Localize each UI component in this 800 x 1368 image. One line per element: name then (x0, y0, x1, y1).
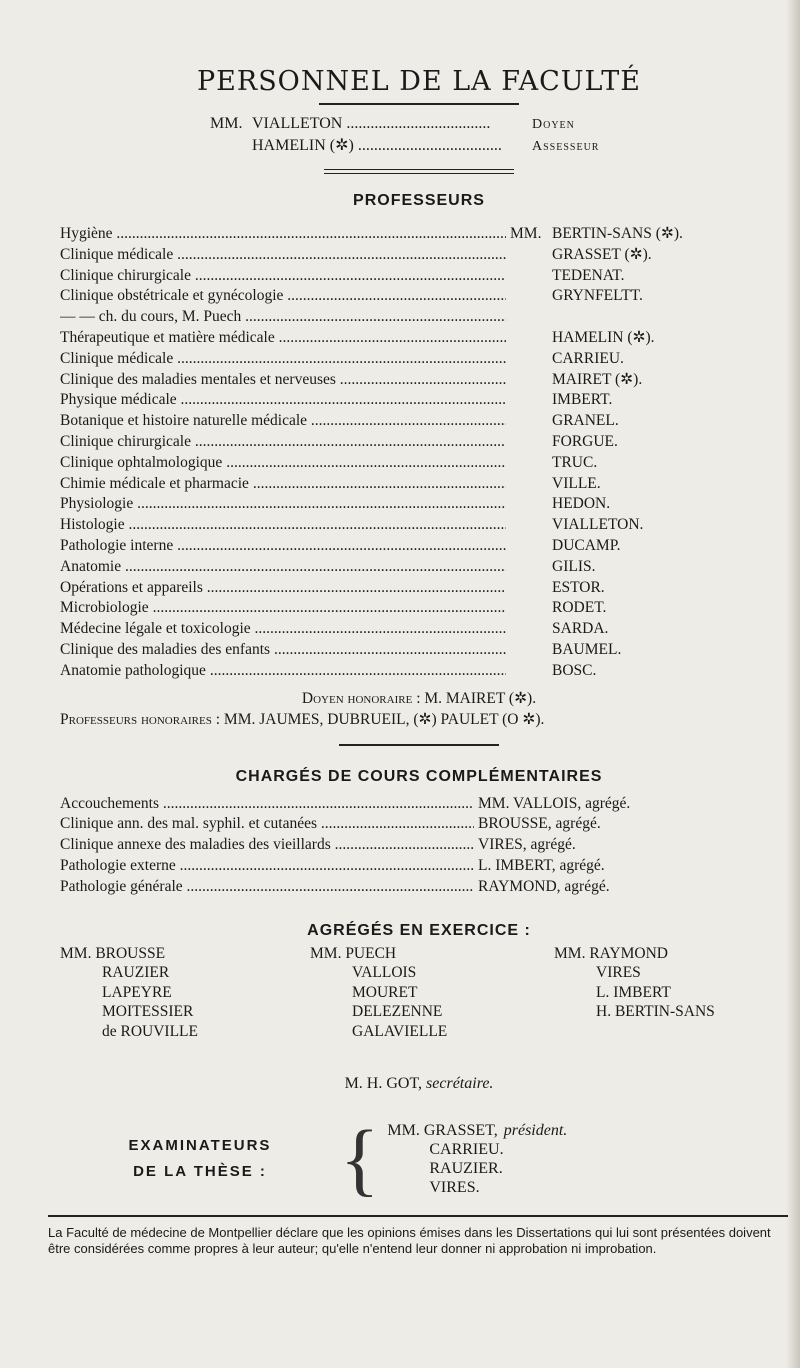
subject-label: Clinique des maladies des enfants ..... (60, 640, 506, 661)
lecturer-name: RAYMOND, agrégé. (478, 877, 610, 895)
brace-icon: { (340, 1113, 380, 1205)
professor-name-value: DUCAMP. (552, 536, 621, 554)
examiner-row (387, 1121, 567, 1140)
examiner-name: VIRES. (429, 1179, 480, 1197)
honorary-dean-line (60, 688, 778, 709)
name-prefix: MM. (510, 225, 542, 242)
subject-label: Clinique ann. des mal. syphil. et cutanées ..... (60, 814, 474, 835)
professor-name-value: SARDA. (552, 620, 609, 638)
honorary-profs-line (60, 709, 778, 730)
agrege-name: RAUZIER (102, 964, 170, 982)
subject-label: Microbiologie ..... (60, 598, 506, 619)
professor-name-value: HAMELIN (✲). (552, 328, 655, 346)
officer-role: Doyen (532, 117, 575, 132)
professor-name (506, 224, 778, 245)
lecturer-name: VIRES, agrégé. (478, 836, 576, 854)
charge-row (60, 814, 778, 835)
professor-name-value: GRYNFELTT. (552, 287, 643, 305)
agrege-name: H. BERTIN-SANS (596, 1003, 715, 1021)
subject-label: Médecine légale et toxicologie ..... (60, 619, 506, 640)
professor-row (60, 370, 778, 391)
professor-name-value: VILLE. (552, 474, 601, 492)
subject-label: Opérations et appareils ..... (60, 578, 506, 599)
subject-label: — — ch. du cours, M. Puech ..... (60, 307, 506, 328)
professor-row (60, 640, 778, 661)
subject-label: Hygiène ..... (60, 224, 506, 245)
subject-label: Physiologie ..... (60, 494, 506, 515)
lecturer-name: L. IMBERT, agrégé. (478, 856, 605, 874)
professor-row (60, 515, 778, 536)
charges-heading: CHARGÉS DE COURS COMPLÉMENTAIRES (235, 767, 603, 785)
agreges-column (554, 944, 778, 1042)
examiners-block (60, 1113, 778, 1205)
professor-name (506, 432, 778, 453)
examiner-row (387, 1140, 567, 1159)
page-edge-shadow (786, 0, 800, 1368)
officer-prefix: MM. (210, 115, 243, 132)
examiner-name: CARRIEU. (429, 1141, 504, 1159)
professor-row (60, 453, 778, 474)
honorary-dean-name: : M. MAIRET (✲). (416, 689, 537, 707)
professor-row (60, 224, 778, 245)
professor-name (506, 328, 778, 349)
professor-name (506, 286, 778, 307)
secretary-role: secrétaire. (426, 1075, 494, 1093)
professor-name-value: TRUC. (552, 453, 598, 471)
agrege-name: MM. RAYMOND (554, 944, 668, 962)
professor-row (60, 619, 778, 640)
professor-row (60, 557, 778, 578)
agrege-name: LAPEYRE (102, 983, 172, 1001)
professor-name-value: GRANEL. (552, 412, 619, 430)
professor-name (506, 474, 778, 495)
professor-row (60, 432, 778, 453)
agrege-name: MM. PUECH (310, 944, 397, 962)
honorary-profs-names: : MM. JAUMES, DUBRUEIL, (✲) PAULET (O ✲). (215, 710, 545, 728)
subject-label: Anatomie pathologique ..... (60, 661, 506, 682)
subject-label: Accouchements ..... (60, 794, 474, 815)
professor-name (506, 411, 778, 432)
professor-name-value: IMBERT. (552, 391, 613, 409)
subject-label: Clinique médicale ..... (60, 245, 506, 266)
lecturer-name: BROUSSE, agrégé. (478, 815, 601, 833)
professor-name (506, 557, 778, 578)
subject-label: Histologie ..... (60, 515, 506, 536)
footer-rule (48, 1215, 788, 1217)
agreges-column (310, 944, 554, 1042)
subject-label: Pathologie externe ..... (60, 856, 474, 877)
agrege-name: MOITESSIER (102, 1003, 194, 1021)
examiner-name: RAUZIER. (429, 1160, 503, 1178)
professor-name (506, 245, 778, 266)
officers-block (210, 115, 778, 155)
professor-name (506, 598, 778, 619)
agrege-name: L. IMBERT (596, 983, 671, 1001)
professor-row (60, 245, 778, 266)
secretary-line (60, 1075, 778, 1093)
subject-label: Clinique des maladies mentales et nerveuses ..... (60, 370, 506, 391)
professors-list (60, 224, 778, 682)
agrege-name: VALLOIS (352, 964, 417, 982)
professor-name-value: BERTIN-SANS (✲). (552, 225, 683, 242)
subject-label: Clinique ophtalmologique ..... (60, 453, 506, 474)
examiners-label-line2: DE LA THÈSE : (133, 1163, 267, 1181)
professor-name-value: BOSC. (552, 661, 597, 679)
section-rule (324, 169, 514, 174)
professor-row (60, 598, 778, 619)
professor-name-value: HEDON. (552, 495, 611, 513)
agrege-name: DELEZENNE (352, 1003, 443, 1021)
professor-name (506, 640, 778, 661)
professor-name (506, 370, 778, 391)
agrege-name: MOURET (352, 983, 418, 1001)
subject-label: Botanique et histoire naturelle médicale ..... (60, 411, 506, 432)
officer-name: VIALLETON ..... (252, 115, 532, 133)
professor-name (506, 266, 778, 287)
professor-name (506, 349, 778, 370)
subject-label: Clinique chirurgicale ..... (60, 266, 506, 287)
examiners-list (387, 1121, 567, 1197)
professor-row (60, 536, 778, 557)
professor-name-value: ESTOR. (552, 578, 605, 596)
professor-row (60, 494, 778, 515)
professor-row (60, 307, 778, 328)
charge-row (60, 877, 778, 898)
subject-label: Physique médicale ..... (60, 390, 506, 411)
professor-name-value: GILIS. (552, 557, 596, 575)
disclaimer-text: La Faculté de médecine de Montpellier déclare que les opinions émises dans les Dissertations qui lui sont présentées doivent être considérées comme propres à leur auteur; qu'elle n'entend leur donner ni approbation ni improbation. (48, 1225, 771, 1257)
examiner-name: MM. GRASSET, (387, 1122, 498, 1140)
agreges-columns (60, 944, 778, 1042)
officer-row-assessor (210, 135, 778, 155)
professor-row (60, 328, 778, 349)
professor-row (60, 390, 778, 411)
honorary-dean-label: Doyen honoraire (301, 689, 413, 707)
officer-name: HAMELIN (✲) ..... (252, 135, 532, 155)
professor-row (60, 474, 778, 495)
professor-name (506, 578, 778, 599)
professor-row (60, 411, 778, 432)
professor-name-value: RODET. (552, 599, 607, 617)
subject-label: Pathologie générale ..... (60, 877, 474, 898)
honorary-block (60, 688, 778, 730)
charge-row (60, 835, 778, 856)
professor-name-value: VIALLETON. (552, 516, 644, 534)
professor-row (60, 349, 778, 370)
professor-name-value: MAIRET (✲). (552, 370, 643, 388)
professor-name-value: CARRIEU. (552, 349, 624, 367)
professor-name (506, 536, 778, 557)
lecturer-name: MM. VALLOIS, agrégé. (478, 794, 631, 812)
examiners-label (60, 1133, 340, 1185)
professor-row (60, 578, 778, 599)
professor-row (60, 286, 778, 307)
agrege-name: MM. BROUSSE (60, 944, 166, 962)
professors-heading: PROFESSEURS (353, 192, 485, 209)
examiner-role: président. (503, 1122, 568, 1140)
professor-name-value: TEDENAT. (552, 266, 625, 284)
subject-label: Clinique médicale ..... (60, 349, 506, 370)
title-rule (319, 103, 519, 105)
agrege-name: de ROUVILLE (102, 1022, 198, 1040)
professor-name (506, 390, 778, 411)
faculty-personnel-page (48, 22, 778, 1257)
professor-name (506, 515, 778, 536)
professor-name (506, 453, 778, 474)
subject-label: Chimie médicale et pharmacie ..... (60, 474, 506, 495)
page-title: PERSONNEL DE LA FACULTÉ (196, 66, 641, 97)
subject-label: Anatomie ..... (60, 557, 506, 578)
professor-row (60, 266, 778, 287)
officer-row-dean (210, 115, 778, 135)
charge-row (60, 856, 778, 877)
agreges-column (60, 944, 310, 1042)
professor-name (506, 307, 778, 328)
agrege-name: GALAVIELLE (352, 1022, 448, 1040)
charges-list (60, 794, 778, 898)
subject-label: Thérapeutique et matière médicale ..... (60, 328, 506, 349)
subject-label: Pathologie interne ..... (60, 536, 506, 557)
agreges-heading: AGRÉGÉS EN EXERCICE : (307, 921, 531, 939)
honorary-profs-label: Professeurs honoraires (60, 710, 212, 728)
subject-label: Clinique obstétricale et gynécologie ..... (60, 286, 506, 307)
charge-row (60, 794, 778, 815)
professor-row (60, 661, 778, 682)
agrege-name: VIRES (596, 964, 641, 982)
examiner-row (387, 1159, 567, 1178)
subject-label: Clinique chirurgicale ..... (60, 432, 506, 453)
professor-name-value: FORGUE. (552, 432, 618, 450)
professor-name-value: GRASSET (✲). (552, 245, 652, 263)
professor-name-value: BAUMEL. (552, 640, 622, 658)
examiner-row (387, 1178, 567, 1197)
professor-name (506, 619, 778, 640)
professor-name (506, 661, 778, 682)
section-rule (339, 744, 499, 746)
professor-name (506, 494, 778, 515)
officer-role: Assesseur (532, 139, 600, 154)
subject-label: Clinique annexe des maladies des vieillards ..... (60, 835, 474, 856)
secretary-name: M. H. GOT, (344, 1075, 423, 1093)
examiners-label-line1: EXAMINATEURS (128, 1137, 272, 1155)
